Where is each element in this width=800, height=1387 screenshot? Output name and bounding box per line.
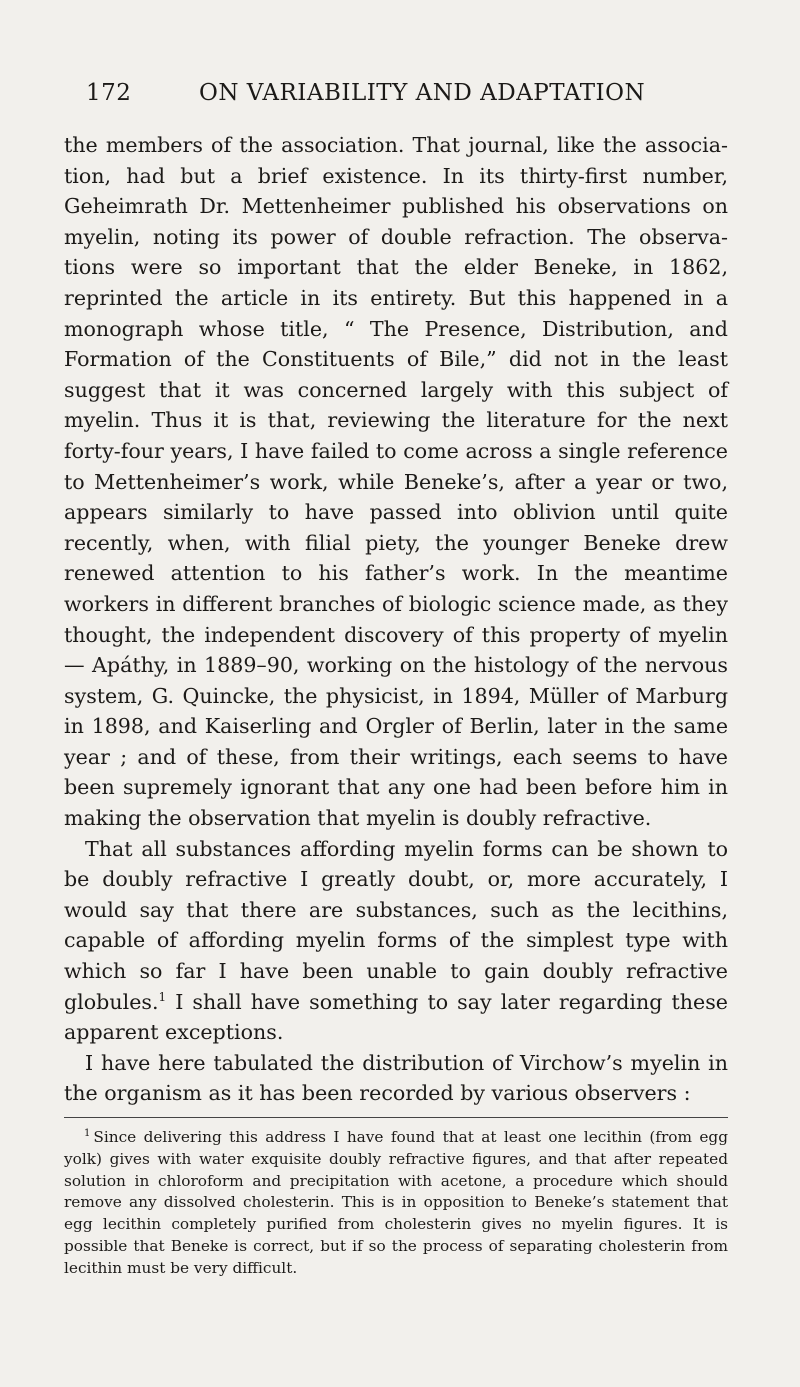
body-text (64, 130, 728, 1109)
paragraph-2-tail: I shall have something to say later regarding these apparent exceptions. (64, 989, 728, 1045)
running-title: ON VARIABILITY AND ADAPTATION (199, 80, 646, 106)
footnote-reference[interactable]: 1 (158, 989, 167, 1004)
footnote-mark: 1 (84, 1127, 91, 1139)
footnote-text: Since delivering this address I have found that at least one lecithin (from egg yolk) gives with water exquisite doubly refractive figures, and that after repeated solution in chloroform and precipitation with acetone, a procedure which should remove any dissolved cholesterin. This is in opposition to Beneke’s statement that egg lecithin completely purified from cholesterin gives no myelin figures. It is possible that Beneke is correct, but if so the process of separating cholesterin from lecithin must be very difficult. (64, 1128, 728, 1277)
paragraph-2-text: That all substances affording myelin forms can be shown to be doubly refractive I greatly doubt, or, more accurately, I would say that there are substances, such as the lecithins, capable of affording myelin forms of the simplest type with which so far I have been unable to gain doubly refractive globules. (64, 836, 728, 1014)
paragraph-2 (64, 834, 728, 1048)
footnote (64, 1127, 728, 1280)
running-head (64, 80, 728, 120)
paragraph-3: I have here tabulated the distribution of Virchow’s myelin in the organism as it has been recorded by various observers : (64, 1050, 728, 1106)
paragraph-1: the members of the association. That journal, like the associa- tion, had but a brief existence. In its thirty-first number, Geheimrath Dr. Mettenheimer published his observations on myelin, noting its power of double refraction. The observa- tions were so important that the elder Beneke, in 1862, reprinted the article in its entirety. But this happened in a monograph whose title, “ The Presence, Distribution, and Formation of the Constituents of Bile,” did not in the least suggest that it was concerned largely with this subject of myelin. Thus it is that, reviewing the literature for the next forty-four years, I have failed to come across a single reference to Mettenheimer’s work, while Beneke’s, after a year or two, appears similarly to have passed into oblivion until quite recently, when, with filial piety, the younger Beneke drew renewed attention to his father’s work. In the meantime workers in different branches of biologic science made, as they thought, the independent discovery of this property of myelin — Apáthy, in 1889–90, working on the histology of the nervous system, G. Quincke, the physicist, in 1894, Müller of Marburg in 1898, and Kaiserling and Orgler of Berlin, later in the same year ; and of these, from their writings, each seems to have been supremely ignorant that any one had been before him in making the observation that myelin is doubly refractive. (64, 133, 728, 831)
footnote-divider (64, 1117, 728, 1118)
page-number: 172 (86, 80, 132, 106)
book-page (64, 80, 728, 1280)
